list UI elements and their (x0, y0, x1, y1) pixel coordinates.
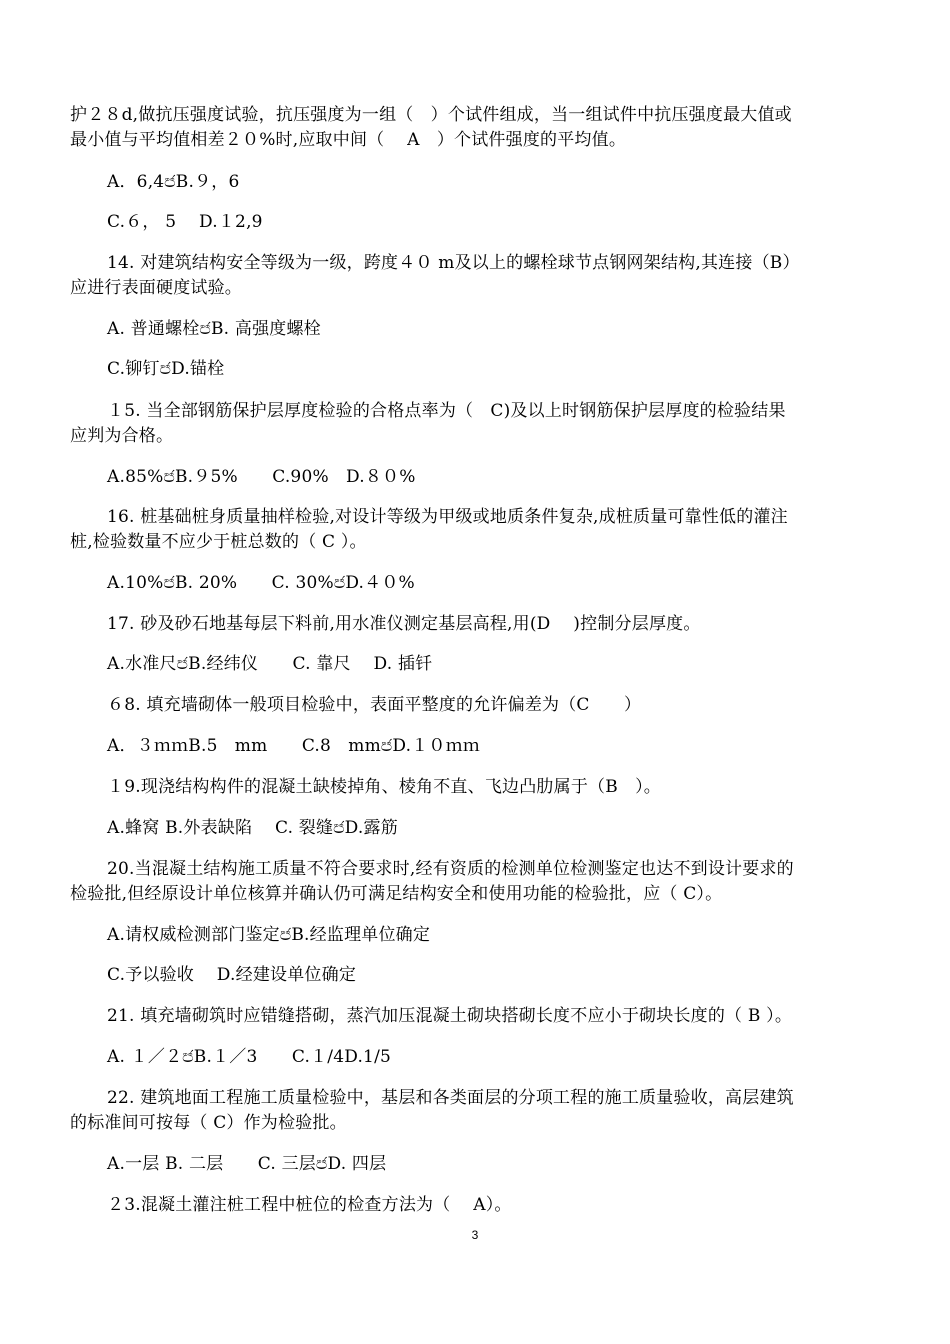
text-line: C.６， 5 D.１2,9 (107, 212, 263, 232)
text-line: 21. 填充墙砌筑时应错缝搭砌，蒸汽加压混凝土砌块搭砌长度不应小于砌块长度的（ B ）。 (107, 1006, 793, 1026)
text-line: 护２８d,做抗压强度试验，抗压强度为一组（ ）个试件组成，当一组试件中抗压强度最大值或 (70, 105, 792, 125)
text-line: 22. 建筑地面工程施工质量检验中，基层和各类面层的分项工程的施工质量验收，高层建筑 (107, 1088, 794, 1108)
text-line: １5. 当全部钢筋保护层厚度检验的合格点率为（ C)及以上时钢筋保护层厚度的检验结果 (107, 401, 786, 421)
text-line: A. １／２෪B.１／3 C.１/4D.1/5 (107, 1047, 392, 1067)
text-line: 14. 对建筑结构安全等级为一级，跨度４０ m及以上的螺栓球节点钢网架结构,其连接（B） (107, 253, 800, 273)
text-line: 20.当混凝土结构施工质量不符合要求时,经有资质的检测单位检测鉴定也达不到设计要求的 (107, 859, 794, 879)
text-line: 最小值与平均值相差２０%时,应取中间（ A ）个试件强度的平均值。 (70, 130, 627, 150)
text-line: A.蜂窝 B.外表缺陷 C. 裂缝෪D.露筋 (107, 818, 398, 838)
text-line: A．6,4෪B.９，6 (107, 172, 240, 192)
text-line: A.85%෪B.９5% C.90% D.８０% (107, 467, 416, 487)
text-line: A.一层 B. 二层 C. 三层෪D. 四层 (107, 1154, 387, 1174)
text-line: 检验批,但经原设计单位核算并确认仍可满足结构安全和使用功能的检验批，应（ C）。 (70, 884, 723, 904)
text-line: ６8. 填充墙砌体一般项目检验中，表面平整度的允许偏差为（C ） (107, 695, 642, 715)
text-line: A. 普通螺栓෪B. 高强度螺栓 (107, 319, 321, 339)
page-number: 3 (471, 1228, 479, 1242)
text-line: ２3.混凝土灌注桩工程中桩位的检查方法为（ A）。 (107, 1195, 512, 1215)
text-line: １9.现浇结构构件的混凝土缺棱掉角、棱角不直、飞边凸肋属于（B ）。 (107, 777, 662, 797)
text-line: A.水准尺෪B.经纬仪 C. 靠尺 D. 插钎 (107, 654, 433, 674)
text-line: 的标准间可按每（ C）作为检验批。 (70, 1113, 347, 1133)
text-line: 应判为合格。 (70, 426, 174, 446)
text-line: A.请权威检测部门鉴定෪B.经监理单位确定 (107, 925, 431, 945)
text-line: C.铆钉෪D.锚栓 (107, 359, 225, 379)
text-line: 17. 砂及砂石地基每层下料前,用水准仪测定基层高程,用(D )控制分层厚度。 (107, 614, 701, 634)
text-line: A.10%෪B. 20% C. 30%෪D.４０% (107, 573, 415, 593)
text-line: C.予以验收 D.经建设单位确定 (107, 965, 357, 985)
text-line: A．３ｍｍB.5 mm C.8 mm෪D.１０ｍｍ (107, 736, 481, 756)
text-line: 16. 桩基础桩身质量抽样检验,对设计等级为甲级或地质条件复杂,成桩质量可靠性低的灌注 (107, 507, 788, 527)
text-line: 应进行表面硬度试验。 (70, 278, 242, 298)
text-line: 桩,检验数量不应少于桩总数的（ C ）。 (70, 532, 367, 552)
